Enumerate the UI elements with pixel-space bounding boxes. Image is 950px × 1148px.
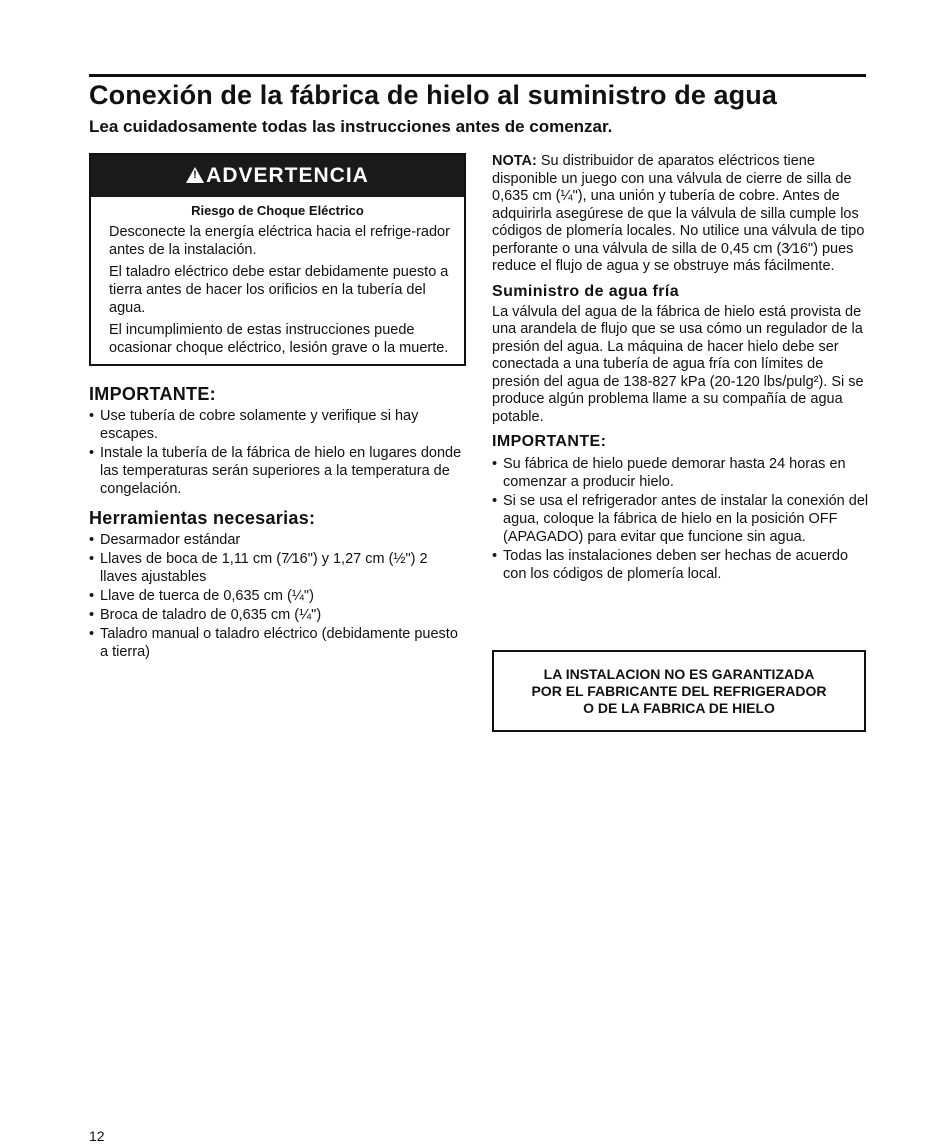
list-item: • Si se usa el refrigerador antes de instalar la conexión del agua, coloque la fábrica de hielo en la posición OFF (APAGADO) para evitar que funcione sin agua. bbox=[492, 492, 870, 546]
page-title: Conexión de la fábrica de hielo al suministro de agua bbox=[89, 80, 777, 110]
warning-box bbox=[89, 153, 466, 366]
list-item: • Todas las instalaciones deben ser hechas de acuerdo con los códigos de plomería local. bbox=[492, 547, 870, 583]
warning-paragraph: El taladro eléctrico debe estar debidamente puesto a tierra antes de hacer los orificios en la tubería del agua. bbox=[109, 264, 449, 316]
importante-heading: IMPORTANTE: bbox=[89, 384, 216, 404]
right-column bbox=[492, 153, 870, 584]
warning-subheading: Riesgo de Choque Eléctrico bbox=[191, 203, 364, 218]
list-item: • Desarmador estándar bbox=[89, 531, 467, 549]
page-number: 12 bbox=[89, 1128, 105, 1144]
list-item: • Instale la tubería de la fábrica de hielo en lugares donde las temperaturas serán superiores a la temperatura de congelación. bbox=[89, 444, 467, 498]
warning-header bbox=[91, 155, 464, 197]
importante-heading: IMPORTANTE: bbox=[492, 433, 607, 450]
importante-list bbox=[89, 407, 467, 498]
guarantee-line: LA INSTALACION NO ES GARANTIZADA bbox=[543, 665, 815, 682]
warning-paragraph: El incumplimiento de estas instrucciones puede ocasionar choque eléctrico, lesión grave o la muerte. bbox=[109, 322, 449, 356]
suministro-heading: Suministro de agua fría bbox=[492, 282, 680, 300]
list-item: • Llave de tuerca de 0,635 cm (¼") bbox=[89, 587, 467, 605]
list-item: • Su fábrica de hielo puede demorar hasta 24 horas en comenzar a producir hielo. bbox=[492, 455, 870, 491]
list-item: • Broca de taladro de 0,635 cm (¼") bbox=[89, 606, 467, 624]
importante-list bbox=[492, 455, 870, 583]
warning-triangle-icon bbox=[186, 167, 204, 183]
warning-header-label: ADVERTENCIA bbox=[206, 164, 369, 187]
list-item: • Use tubería de cobre solamente y verifique si hay escapes. bbox=[89, 407, 467, 443]
left-column bbox=[89, 153, 467, 662]
nota-text: Su distribuidor de aparatos eléctricos tiene disponible un juego con una válvula de cierre de silla de 0,635 cm (¼"), una unión y tubería de cobre. Antes de adquirirla asegúrese de que la válvula de silla cumple los códigos de plomería locales. No utilice una válvula de tipo perforante o una válvula de silla de 0,45 cm (3⁄16") pues reduce el flujo de agua y se obstruye más fácilmente. bbox=[492, 153, 865, 274]
warning-paragraph: Desconecte la energía eléctrica hacia el refrige-rador antes de la instalación. bbox=[109, 224, 450, 258]
guarantee-line: O DE LA FABRICA DE HIELO bbox=[583, 699, 775, 716]
nota-paragraph bbox=[492, 153, 870, 276]
guarantee-line: POR EL FABRICANTE DEL REFRIGERADOR bbox=[531, 682, 827, 699]
suministro-paragraph: La válvula del agua de la fábrica de hielo está provista de una arandela de flujo que se usa cómo un regulador de la presión del agua. La máquina de hacer hielo debe ser conectada a una tubería de agua fría con límites de presión del agua de 138-827 kPa (20-120 lbs/pulg²). Si se produce algún problema llame a su compañía de agua potable. bbox=[492, 303, 864, 425]
nota-label: NOTA: bbox=[492, 153, 537, 169]
herramientas-heading: Herramientas necesarias: bbox=[89, 508, 316, 528]
herramientas-list bbox=[89, 531, 467, 661]
guarantee-notice-box bbox=[492, 650, 866, 732]
top-rule bbox=[89, 74, 866, 77]
page-subtitle: Lea cuidadosamente todas las instrucciones antes de comenzar. bbox=[89, 117, 613, 133]
list-item: • Taladro manual o taladro eléctrico (debidamente puesto a tierra) bbox=[89, 625, 467, 661]
list-item: • Llaves de boca de 1,11 cm (7⁄16") y 1,27 cm (½") 2 llaves ajustables bbox=[89, 550, 467, 586]
